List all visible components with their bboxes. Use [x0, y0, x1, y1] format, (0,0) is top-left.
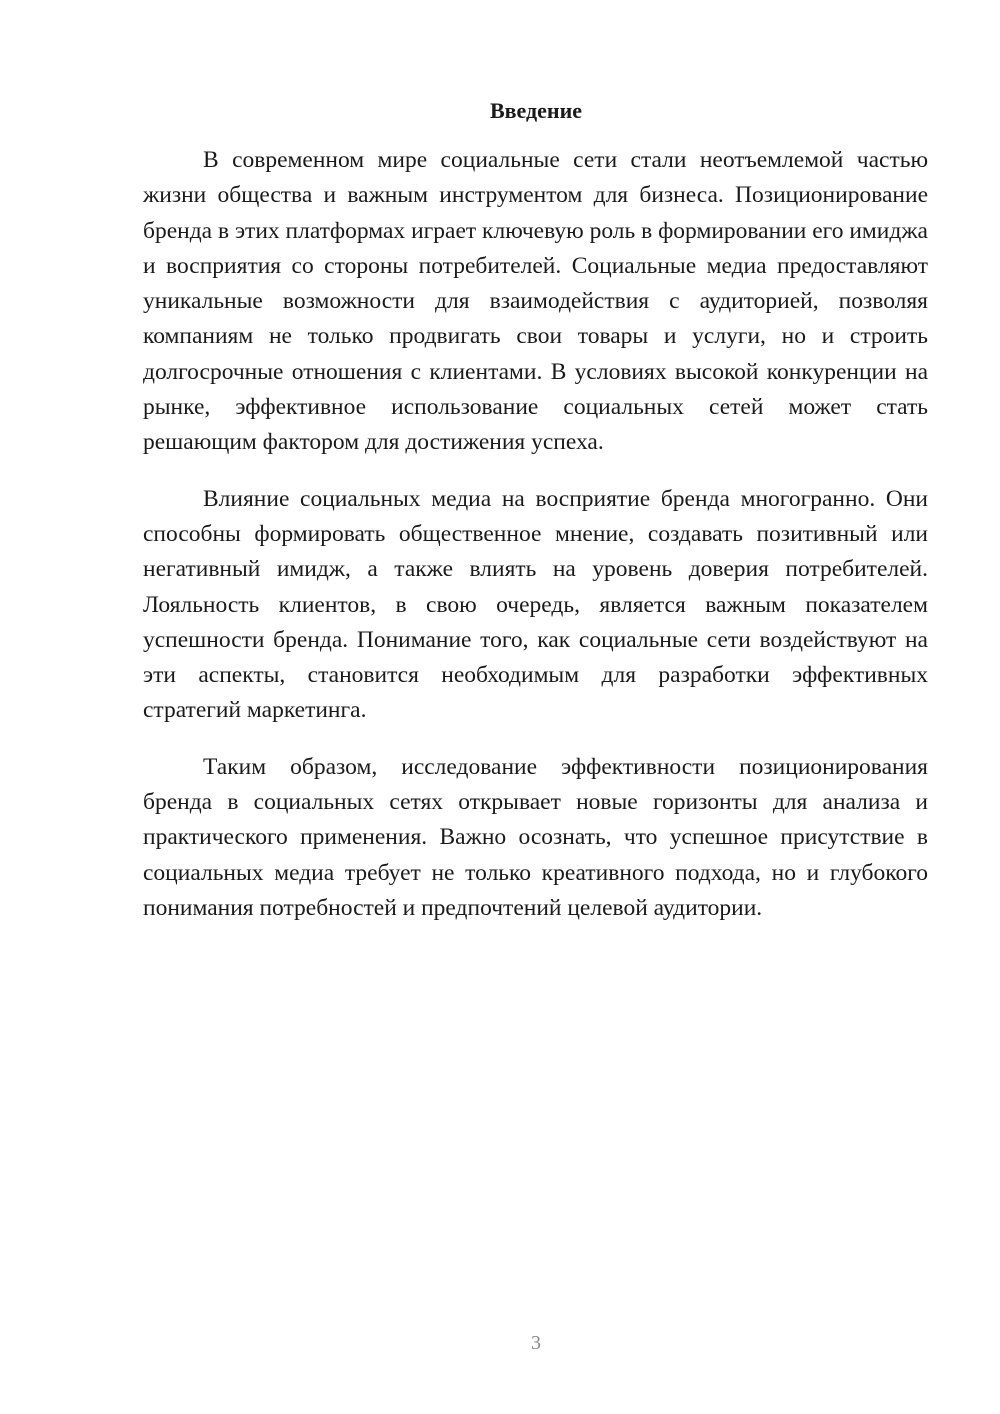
section-heading: Введение [489, 98, 583, 123]
paragraph-3: Таким образом, исследование эффективности позиционирования бренда в социальных сетях открывает новые горизонты для анализа и практического применения. Важно осознать, что успешное присутствие в социальных медиа требует не только креативного подхода, но и глубокого понимания потребностей и предпочтений целевой аудитории. [143, 753, 928, 921]
body-text [143, 143, 928, 947]
paragraph-1: В современном мире социальные сети стали неотъемлемой частью жизни общества и важным инструментом для бизнеса. Позиционирование бренда в этих платформах играет ключевую роль в формировании его имиджа и восприятия со стороны потребителей. Социальные медиа предоставляют уникальные возможности для взаимодействия с аудиторией, позволяя компаниям не только продвигать свои товары и услуги, но и строить долгосрочные отношения с клиентами. В условиях высокой конкуренции на рынке, эффективное использование социальных сетей может стать решающим фактором для достижения успеха. [143, 147, 928, 456]
page-number: 3 [531, 1332, 541, 1354]
paragraph-2: Влияние социальных медиа на восприятие бренда многогранно. Они способны формировать общественное мнение, создавать позитивный или негативный имидж, а также влиять на уровень доверия потребителей. Лояльность клиентов, в свою очередь, является важным показателем успешности бренда. Понимание того, как социальные сети воздействуют на эти аспекты, становится необходимым для разработки эффективных стратегий маркетинга. [143, 485, 928, 724]
